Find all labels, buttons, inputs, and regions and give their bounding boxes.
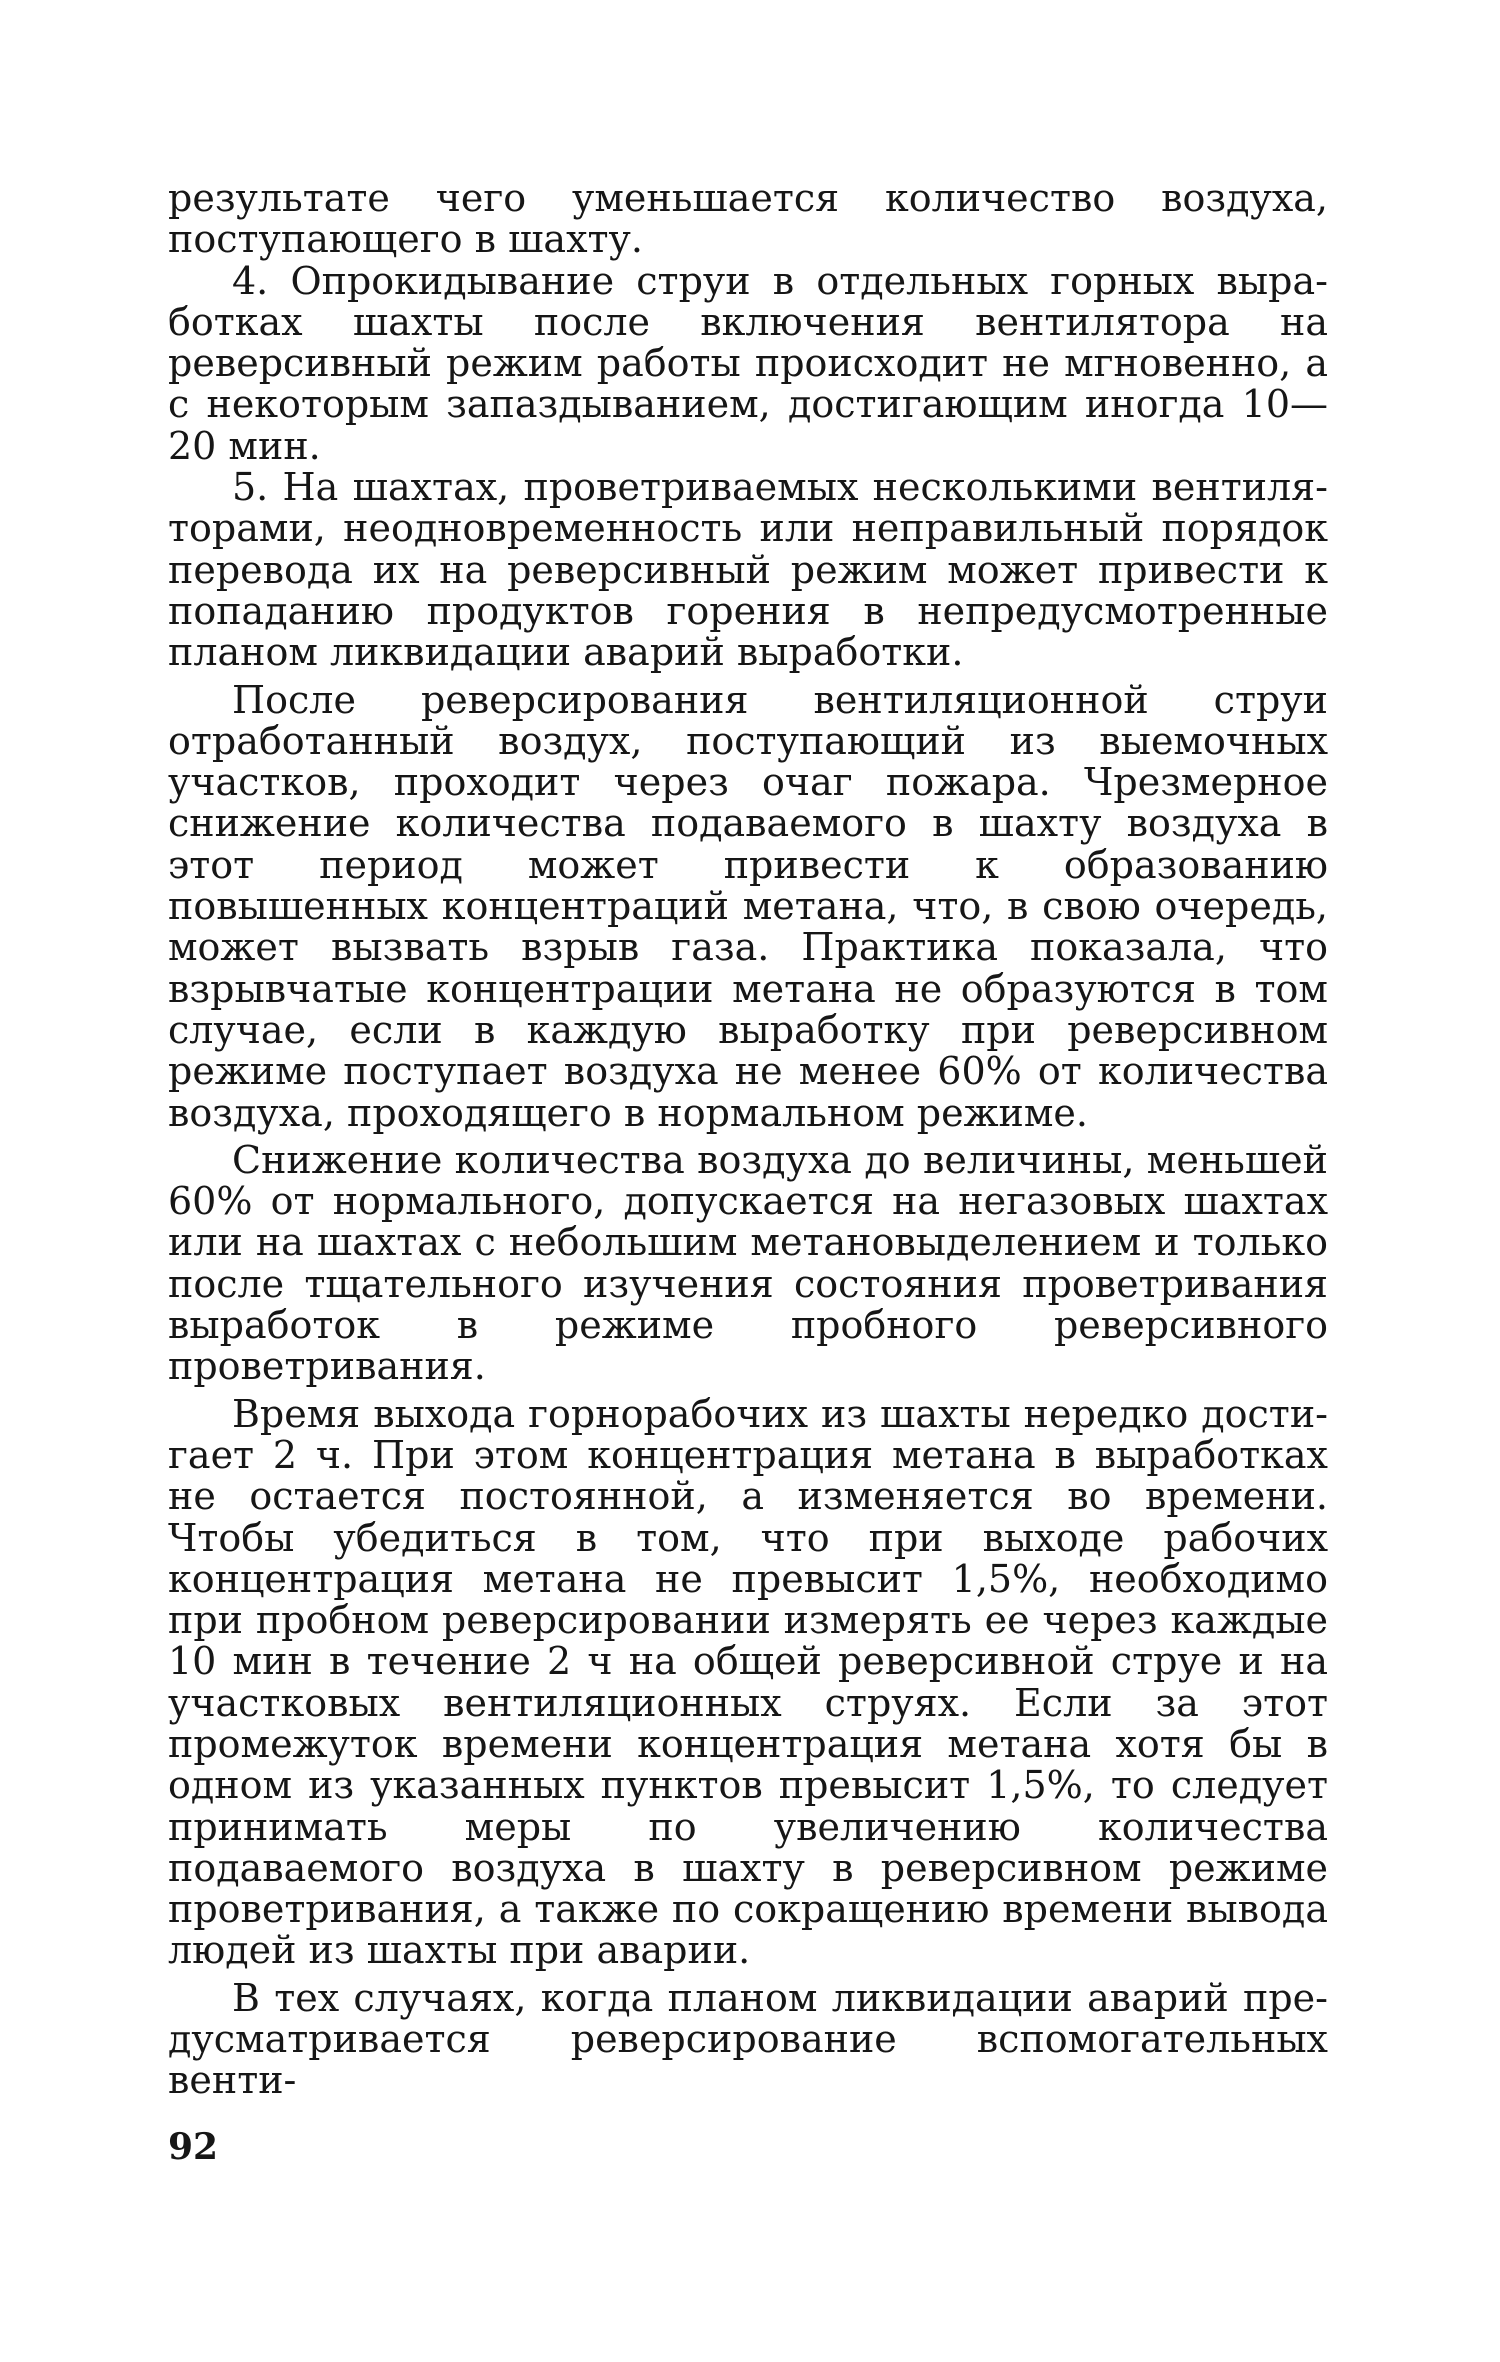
- paragraph-item-4: 4. Опрокидывание струи в отдельных горных выработках шахты после включения вентилятора на реверсивный режим работы происходит не мгновенно, а с некоторым запаздыванием, достигающим иногда 10—20 мин.: [168, 258, 1328, 468]
- body-text: [168, 178, 1328, 2102]
- paragraph-item-5: 5. На шахтах, проветриваемых несколькими вентиляторами, неодновременность или неправильный порядок перевода их на реверсивный режим может привести к попаданию продуктов горения в непредусмотренные планом ликвидации аварий выработки.: [168, 465, 1328, 675]
- paragraph-auxiliary-fans: В тех случаях, когда планом ликвидации аварий предусматривается реверсирование вспомогательных венти-: [168, 1975, 1328, 2103]
- paragraph-air-reduction: Снижение количества воздуха до величины, меньшей 60% от нормального, допускается на негазовых шахтах или на шахтах с небольшим метановыделением и только после тщательного изучения состояния проветривания выработок в режиме пробного реверсивного проветривания.: [168, 1137, 1328, 1389]
- paragraph-continuation: результате чего уменьшается количество воздуха, поступающего в шахту.: [168, 176, 1328, 262]
- paragraph-reversal-air: После реверсирования вентиляционной струи отработанный воздух, поступающий из выемочных участков, проходит через очаг пожара. Чрезмерное снижение количества подаваемого в шахту воздуха в этот период может привести к образованию повышенных концентраций метана, что, в свою очередь, может вызвать взрыв газа. Практика показала, что взрывчатые концентрации метана не образуются в том случае, если в каждую выработку при реверсивном режиме поступает воздуха не менее 60% от количества воздуха, проходящего в нормальном режиме.: [168, 677, 1328, 1135]
- paragraph-exit-time: Время выхода горнорабочих из шахты нередко достигает 2 ч. При этом концентрация метана в выработках не остается постоянной, а изменяется во времени. Чтобы убедиться в том, что при выходе рабочих концентрация метана не превысит 1,5%, необходимо при пробном реверсировании измерять ее через каждые 10 мин в течение 2 ч на общей реверсивной струе и на участковых вентиляционных струях. Если за этот промежуток времени концентрация метана хотя бы в одном из указанных пунктов превысит 1,5%, то следует принимать меры по увеличению количества подаваемого воздуха в шахту в реверсивном режиме проветривания, а также по сокращению времени вывода людей из шахты при аварии.: [168, 1391, 1328, 1973]
- page-number: 92: [168, 2126, 219, 2168]
